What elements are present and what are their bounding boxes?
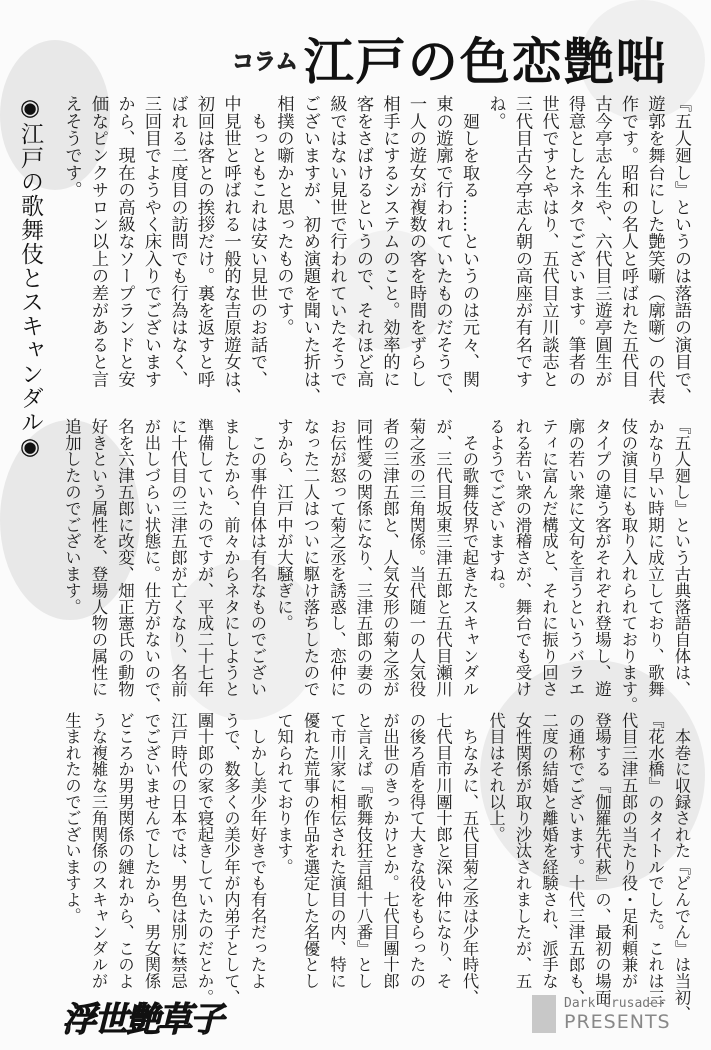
text-column: 二度の結婚と離婚を経験され、派手な — [539, 712, 559, 989]
text-column: 廓の若い衆に文句を言うというバラエ — [566, 418, 585, 697]
text-column: が出しづらい状態に。仕方がないので、 — [142, 418, 161, 714]
text-column: 廻しを取る……というのは元々、関 — [459, 95, 479, 388]
text-column: どころか男男関係の縺れから、このよ — [115, 712, 135, 989]
text-column: 世代ですとやはり、五代目立川談志と — [538, 95, 559, 388]
text-column: 三回目でようやく床入りでございます — [141, 95, 161, 388]
text-column: 価なピンクサロン以上の差があると言 — [88, 95, 108, 388]
credit-logo-icon — [532, 995, 556, 1033]
text-column: 得意としたネタでございます。筆者の — [565, 95, 585, 388]
text-column: でございませんでしたから、男女関係 — [142, 712, 161, 989]
text-column: 團十郎の家で寝起きしていたのだとか。 — [195, 712, 214, 1006]
text-column: 一人の遊女が複数の客を時間をずらし — [406, 95, 426, 388]
text-column: しかし美少年好きでも有名だったよ — [248, 712, 267, 989]
text-column: 代目三津五郎の当たり役・足利頼兼が — [619, 712, 638, 989]
text-column: 優れた荒事の作品を選定した名優とし — [301, 712, 320, 989]
text-column: 好きという属性を、登場人物の属性に — [89, 418, 108, 697]
text-column: えそうです。 — [61, 95, 82, 199]
text-column: タイプの違う客がそれぞれ登場し、遊 — [592, 418, 612, 697]
text-block-top — [58, 95, 694, 413]
text-column: 追加したのでございます。 — [62, 418, 82, 615]
text-column: ティに富んだ構成と、それに振り回さ — [539, 418, 559, 697]
text-column: 級ではない見世で行われていたそうで — [326, 95, 347, 388]
text-column: ございますが、初め演題を聞いた折は、 — [300, 95, 320, 405]
text-column: その歌舞伎界で起きたスキャンダル — [460, 418, 479, 697]
text-column: 準備していたのですが、平成二十七年 — [195, 418, 214, 697]
text-column: 本巻に収録された『どんでん』は当初、 — [672, 712, 691, 1022]
section-heading: ◉江戸の歌舞伎とスキャンダル◉ — [17, 95, 43, 461]
text-column: から、現在の高級なソープランドと安 — [114, 95, 135, 388]
text-column: るようでございますね。 — [486, 418, 506, 599]
text-column: 遊郭を舞台にした艶笑噺（廓噺）の代表 — [644, 95, 665, 405]
text-column: 女性関係が取り沙汰されましたが、五 — [513, 712, 532, 989]
text-column: 作です。昭和の名人と呼ばれた五代目 — [618, 95, 638, 388]
text-column: 同性愛の関係になり、三津五郎の妻の — [354, 418, 373, 697]
text-column: 伎の演目にも取り入れられております。 — [619, 418, 638, 714]
text-column: 名を六津五郎に改変、畑正憲氏の動物 — [115, 418, 135, 697]
text-column: 菊之丞の三角関係。当代随一の人気役 — [407, 418, 426, 697]
credit-presents: PRESENTS — [564, 1010, 671, 1033]
column-title — [232, 14, 668, 94]
text-column: れる若い衆の滑稽さが、舞台でも受け — [513, 418, 532, 697]
text-column: 『五人廻し』という古典落語自体は、 — [672, 418, 691, 697]
page-title: 江戸の色恋艶咄 — [303, 32, 668, 91]
text-block-middle — [58, 418, 694, 714]
text-column: 初回は客との挨拶だけ。裏を返すと呼 — [194, 95, 214, 388]
text-column: て市川家に相伝された演目の内、特に — [327, 712, 347, 989]
text-column: 『五人廻し』というのは落語の演目で、 — [671, 95, 691, 405]
text-column: 者の三津五郎と、人気女形の菊之丞が — [380, 418, 400, 697]
text-column: の後ろ盾を得て大きな役をもらったの — [407, 712, 426, 989]
text-column: 相手にするシステムのこと。効率的に — [379, 95, 400, 388]
text-column: が、三代目坂東三津五郎と五代目瀬川 — [433, 418, 453, 697]
text-column: ちなみに、五代目菊之丞は少年時代、 — [460, 712, 479, 1006]
text-column: 東の遊廓で行われていたものだそうで、 — [432, 95, 453, 405]
text-column: が出世のきっかけとか。七代目團十郎 — [380, 712, 400, 989]
column-label: コラム — [232, 50, 298, 75]
text-column: 七代目市川團十郎と深い仲になり、そ — [433, 712, 453, 989]
text-column: うで、数多くの美少年が内弟子として、 — [221, 712, 241, 1006]
scanlator-credit — [532, 995, 671, 1033]
text-column: 生まれたのでございますよ。 — [62, 712, 82, 924]
text-column: に十代目の三津五郎が亡くなり、名前 — [168, 418, 188, 697]
text-column: と言えば『歌舞伎狂言組十八番』とし — [354, 712, 373, 989]
text-column: 代目はそれ以上。 — [486, 712, 506, 843]
text-column: うな複雑な三角関係のスキャンダルが — [89, 712, 108, 989]
text-column: 三代目古今亭志ん朝の高座が有名です — [512, 95, 532, 388]
text-column: 江戸時代の日本では、男色は別に禁忌 — [168, 712, 188, 989]
text-column: 登場する『伽羅先代萩』の、最初の場面 — [592, 712, 612, 1006]
text-column: ましたから、前々からネタにしようと — [221, 418, 241, 697]
text-column: ばれる二度目の訪問でも行為はなく、 — [167, 95, 188, 388]
text-column: の通称でございます。十代三津五郎も、 — [566, 712, 585, 1006]
text-column: 中見世と呼ばれる一般的な吉原遊女は、 — [220, 95, 241, 405]
text-column: ね。 — [485, 95, 506, 130]
text-column: かなり早い時期に成立しており、歌舞 — [645, 418, 665, 697]
text-column: 古今亭志ん生や、六代目三遊亭圓生が — [591, 95, 612, 388]
text-column: すから、江戸中が大騒ぎに。 — [274, 418, 294, 632]
series-logo: 浮世艶草子 — [62, 1000, 222, 1040]
text-column: もっともこれは安い見世のお話で、 — [247, 95, 267, 388]
text-column: 客をさばけるというので、それほど高 — [353, 95, 373, 388]
credit-name: Dark Crusader — [564, 995, 666, 1011]
text-column: 『花水橋』のタイトルでした。これは三 — [645, 712, 665, 1006]
text-column: お伝が怒って菊之丞を誘惑し、恋仲に — [327, 418, 347, 697]
text-column: この事件自体は有名なものでござい — [248, 418, 267, 697]
text-column: て知られております。 — [274, 712, 294, 875]
text-column: なった二人はついに駆け落ちしたので — [301, 418, 320, 697]
text-column: 相撲の噺かと思ったものです。 — [273, 95, 294, 336]
